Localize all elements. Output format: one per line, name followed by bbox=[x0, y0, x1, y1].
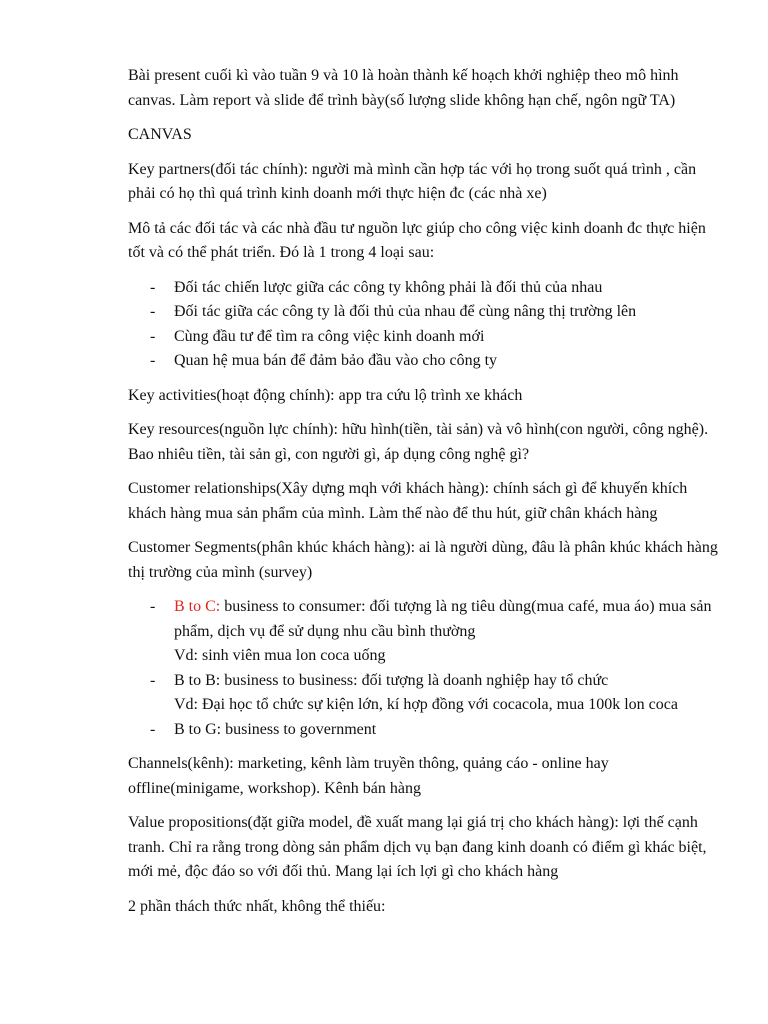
partner-types-list bbox=[128, 276, 718, 374]
customer-segments-paragraph: Customer Segments(phân khúc khách hàng): ai là người dùng, đâu là phân khúc khách hàng thị trường của mình (survey) bbox=[128, 539, 718, 581]
challenges-paragraph: 2 phần thách thức nhất, không thể thiếu: bbox=[128, 897, 386, 915]
customer-relationships-paragraph: Customer relationships(Xây dựng mqh với khách hàng): chính sách gì để khuyến khích khách hàng mua sản phẩm của mình. Làm thế nào để thu hút, giữ chân khách hàng bbox=[128, 480, 688, 522]
list-item bbox=[128, 325, 718, 350]
bullet-dash: - bbox=[150, 671, 156, 689]
b2c-label: B to C: bbox=[174, 598, 221, 615]
list-item-text: Cùng đầu tư để tìm ra công việc kinh doanh mới bbox=[174, 327, 485, 345]
key-resources-paragraph: Key resources(nguồn lực chính): hữu hình(tiền, tài sản) và vô hình(con người, công nghệ). Bao nhiêu tiền, tài sản gì, con người gì, áp dụng công nghệ gì? bbox=[128, 421, 709, 463]
b2c-example: Vd: sinh viên mua lon coca uống bbox=[174, 647, 386, 664]
list-item-text: Đối tác giữa các công ty là đối thủ của nhau để cùng nâng thị trường lên bbox=[174, 303, 637, 320]
bullet-dash: - bbox=[150, 720, 156, 738]
list-item-b2b bbox=[128, 669, 718, 718]
bullet-dash: - bbox=[150, 303, 156, 320]
intro-paragraph: Bài present cuối kì vào tuần 9 và 10 là hoàn thành kế hoạch khởi nghiệp theo mô hình canvas. Làm report và slide để trình bày(số lượng slide không hạn chế, ngôn ngữ TA) bbox=[128, 67, 679, 109]
b2c-line bbox=[174, 598, 711, 640]
key-partners-paragraph: Key partners(đối tác chính): người mà mình cần hợp tác với họ trong suốt quá trình , cần phải có họ thì quá trình kinh doanh mới thực hiện đc (các nhà xe) bbox=[128, 160, 697, 202]
list-item bbox=[128, 276, 718, 301]
bullet-dash: - bbox=[150, 352, 156, 369]
channels-paragraph: Channels(kênh): marketing, kênh làm truyền thông, quảng cáo - online hay offline(minigame, workshop). Kênh bán hàng bbox=[128, 755, 609, 797]
list-item bbox=[128, 300, 718, 325]
b2b-example: Vd: Đại học tổ chức sự kiện lớn, kí hợp đồng với cocacola, mua 100k lon coca bbox=[174, 696, 678, 713]
list-item-b2c bbox=[128, 595, 718, 669]
key-activities-paragraph: Key activities(hoạt động chính): app tra cứu lộ trình xe khách bbox=[128, 386, 523, 404]
segments-list bbox=[128, 595, 718, 742]
partners-description-paragraph: Mô tả các đối tác và các nhà đầu tư nguồn lực giúp cho công việc kinh doanh đc thực hiện tốt và có thể phát triển. Đó là 1 trong 4 loại sau: bbox=[128, 219, 706, 261]
bullet-dash: - bbox=[150, 327, 156, 345]
bullet-dash: - bbox=[150, 278, 156, 296]
bullet-dash: - bbox=[150, 598, 156, 615]
b2b-text: B to B: business to business: đối tượng là doanh nghiệp hay tổ chức bbox=[174, 671, 609, 689]
b2c-text: business to consumer: đối tượng là ng tiêu dùng(mua café, mua áo) mua sản phẩm, dịch vụ để sử dụng nhu cầu bình thường bbox=[174, 598, 712, 640]
value-propositions-paragraph: Value propositions(đặt giữa model, đề xuất mang lại giá trị cho khách hàng): lợi thế cạnh tranh. Chỉ ra rằng trong dòng sản phẩm dịch vụ bạn đang kinh doanh có điểm gì khác biệt, mới mẻ, độc đáo so với đối thủ. Mang lại ích lợi gì cho khách hàng bbox=[128, 814, 707, 880]
list-item-text: Đối tác chiến lược giữa các công ty không phải là đối thủ của nhau bbox=[174, 278, 603, 296]
list-item-text: Quan hệ mua bán để đảm bảo đầu vào cho công ty bbox=[174, 352, 498, 369]
document-page bbox=[128, 64, 718, 929]
list-item bbox=[128, 349, 718, 374]
canvas-heading: CANVAS bbox=[128, 126, 192, 143]
list-item-b2g bbox=[128, 718, 718, 743]
b2g-text: B to G: business to government bbox=[174, 720, 377, 738]
